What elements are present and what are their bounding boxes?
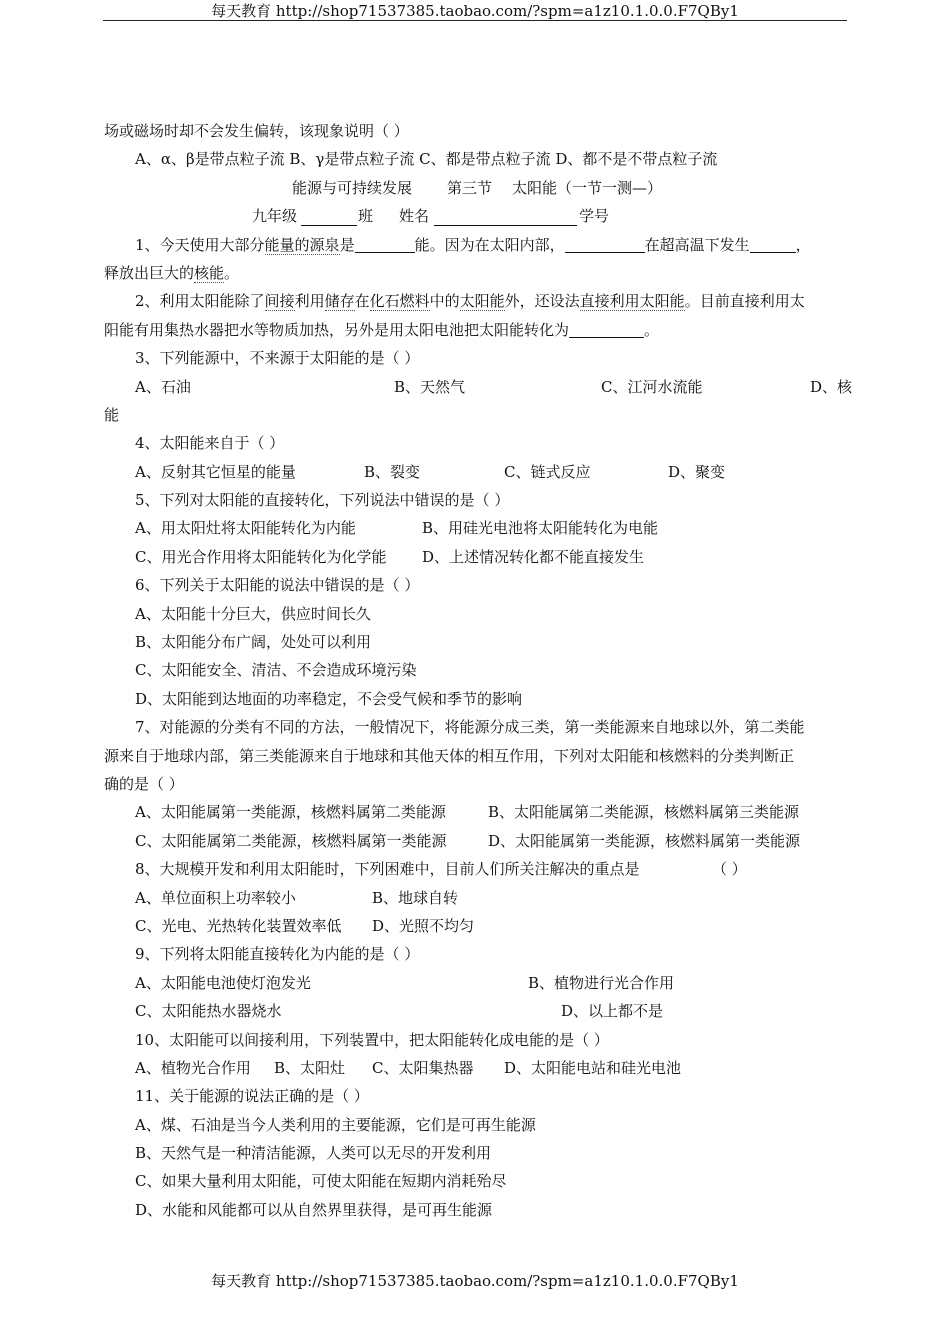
prev-question-stem: 场或磁场时却不会发生偏转，该现象说明（ ） xyxy=(104,122,409,140)
q7-stem-line2: 源来自于地球内部，第三类能源来自于地球和其他天体的相互作用，下列对太阳能和核燃料的分类判断正 xyxy=(104,746,795,765)
q9-option-c[interactable]: C、太阳能热水器烧水 xyxy=(135,1002,282,1021)
title-main: 能源与可持续发展 xyxy=(292,178,413,197)
number-label: 学号 xyxy=(579,207,610,226)
prev-question-options: A、α、β是带点粒子流 B、γ是带点粒子流 C、都是带点粒子流 D、都不是不带点粒子流 xyxy=(135,150,718,169)
q9-options-ab xyxy=(104,969,848,997)
q9-option-b[interactable]: B、植物进行光合作用 xyxy=(528,973,675,992)
q3-option-d-wrap: 能 xyxy=(104,405,120,424)
q7-options-cd xyxy=(104,827,848,855)
q4-option-a[interactable]: A、反射其它恒星的能量 xyxy=(135,462,296,481)
q10-stem: 10、太阳能可以间接利用，下列装置中，把太阳能转化成电能的是（ ） xyxy=(135,1030,609,1049)
q3-stem: 3、下列能源中，不来源于太阳能的是（ ） xyxy=(135,349,420,368)
q7-stem-line3: 确的是（ ） xyxy=(104,774,184,793)
q2-blank[interactable] xyxy=(569,319,644,338)
class-label: 班 xyxy=(358,207,374,226)
q8-option-a[interactable]: A、单位面积上功率较小 xyxy=(135,888,296,907)
q4-option-b[interactable]: B、裂变 xyxy=(364,462,421,481)
q5-options-cd xyxy=(104,543,848,571)
page-footer: 每天教育 http://shop71537385.taobao.com/?spm=a1z10.1.0.0.F7QBy1 xyxy=(211,1272,739,1290)
q6-option-b[interactable]: B、太阳能分布广阔，处处可以利用 xyxy=(135,633,372,652)
q2-line1: 2、利用太阳能除了间接利用储存在化石燃料中的太阳能外，还设法直接利用太阳能。目前直接利用太 xyxy=(135,292,805,311)
header-divider xyxy=(103,20,847,21)
q8-options-cd xyxy=(104,912,848,940)
q3-options xyxy=(104,373,853,401)
q8-stem: 8、大规模开发和利用太阳能时，下列困难中，目前人们所关注解决的重点是 xyxy=(135,860,640,879)
q3-option-a[interactable]: A、石油 xyxy=(135,377,191,396)
q7-stem-line1: 7、对能源的分类有不同的方法，一般情况下，将能源分成三类，第一类能源来自地球以外，第二类能 xyxy=(135,718,805,737)
q7-option-a[interactable]: A、太阳能属第一类能源，核燃料属第二类能源 xyxy=(135,803,446,822)
q3-option-b[interactable]: B、天然气 xyxy=(394,377,466,396)
q8-option-c[interactable]: C、光电、光热转化装置效率低 xyxy=(135,916,342,935)
name-label: 姓名 xyxy=(399,207,430,226)
q5-option-d[interactable]: D、上述情况转化都不能直接发生 xyxy=(422,547,645,566)
q7-options-ab xyxy=(104,798,848,826)
worksheet-title xyxy=(104,174,848,202)
q10-option-c[interactable]: C、太阳集热器 xyxy=(372,1058,474,1077)
q6-option-a[interactable]: A、太阳能十分巨大，供应时间长久 xyxy=(135,604,371,623)
q8-option-d[interactable]: D、光照不均匀 xyxy=(372,916,475,935)
worksheet-body xyxy=(104,117,853,1224)
q4-option-d[interactable]: D、聚变 xyxy=(668,462,726,481)
q2-line2: 阳能有用集热水器把水等物质加热，另外是用太阳电池把太阳能转化为 。 xyxy=(104,320,660,339)
q5-option-b[interactable]: B、用硅光电池将太阳能转化为电能 xyxy=(422,519,659,538)
q5-option-c[interactable]: C、用光合作用将太阳能转化为化学能 xyxy=(135,547,387,566)
q1-line1: 1、今天使用大部分能量的源泉是 能。因为在太阳内部， 在超高温下发生 ， xyxy=(135,235,811,254)
q10-option-a[interactable]: A、植物光合作用 xyxy=(135,1058,251,1077)
name-blank[interactable] xyxy=(434,207,577,226)
q8-options-ab xyxy=(104,884,848,912)
page-header: 每天教育 http://shop71537385.taobao.com/?spm=a1z10.1.0.0.F7QBy1 xyxy=(211,2,739,20)
title-section: 第三节 xyxy=(447,178,493,197)
q10-options xyxy=(104,1054,848,1082)
q7-option-d[interactable]: D、太阳能属第一类能源，核燃料属第一类能源 xyxy=(488,831,801,850)
q6-stem: 6、下列关于太阳能的说法中错误的是（ ） xyxy=(135,576,420,595)
q11-option-d[interactable]: D、水能和风能都可以从自然界里获得，是可再生能源 xyxy=(135,1200,493,1219)
q11-stem: 11、关于能源的说法正确的是（ ） xyxy=(135,1087,369,1106)
q11-option-b[interactable]: B、天然气是一种清洁能源，人类可以无尽的开发利用 xyxy=(135,1144,492,1163)
q4-stem: 4、太阳能来自于（ ） xyxy=(135,434,285,453)
q1-blank-3[interactable] xyxy=(750,234,796,253)
q3-option-d[interactable]: D、核 xyxy=(810,377,853,396)
student-info-row xyxy=(104,202,848,230)
q7-option-c[interactable]: C、太阳能属第二类能源，核燃料属第一类能源 xyxy=(135,831,447,850)
q4-option-c[interactable]: C、链式反应 xyxy=(504,462,591,481)
q9-options-cd xyxy=(104,997,848,1025)
class-blank[interactable] xyxy=(301,207,357,226)
q6-option-c[interactable]: C、太阳能安全、清洁、不会造成环境污染 xyxy=(135,661,417,680)
q11-option-c[interactable]: C、如果大量利用太阳能，可使太阳能在短期内消耗殆尽 xyxy=(135,1172,507,1191)
q1-blank-1[interactable] xyxy=(355,234,415,253)
grade-label: 九年级 xyxy=(252,207,298,226)
q1-line2: 释放出巨大的核能。 xyxy=(104,263,240,282)
q8-option-b[interactable]: B、地球自转 xyxy=(372,888,459,907)
q5-option-a[interactable]: A、用太阳灶将太阳能转化为内能 xyxy=(135,519,356,538)
q1-blank-2[interactable] xyxy=(565,234,645,253)
q4-options xyxy=(104,458,848,486)
q9-option-d[interactable]: D、以上都不是 xyxy=(561,1002,664,1021)
q7-option-b[interactable]: B、太阳能属第二类能源，核燃料属第三类能源 xyxy=(488,803,800,822)
q3-option-c[interactable]: C、江河水流能 xyxy=(601,377,703,396)
q5-options-ab xyxy=(104,514,848,542)
q6-option-d[interactable]: D、太阳能到达地面的功率稳定，不会受气候和季节的影响 xyxy=(135,689,523,708)
q9-stem: 9、下列将太阳能直接转化为内能的是（ ） xyxy=(135,945,420,964)
q5-stem: 5、下列对太阳能的直接转化，下列说法中错误的是（ ） xyxy=(135,491,510,510)
q9-option-a[interactable]: A、太阳能电池使灯泡发光 xyxy=(135,973,311,992)
q8-stem-line xyxy=(104,855,848,883)
q10-option-b[interactable]: B、太阳灶 xyxy=(274,1058,346,1077)
q10-option-d[interactable]: D、太阳能电站和硅光电池 xyxy=(504,1058,682,1077)
q8-answer-paren: （ ） xyxy=(712,860,747,879)
q11-option-a[interactable]: A、煤、石油是当今人类利用的主要能源，它们是可再生能源 xyxy=(135,1115,536,1134)
title-topic: 太阳能（一节一测—） xyxy=(512,178,663,197)
